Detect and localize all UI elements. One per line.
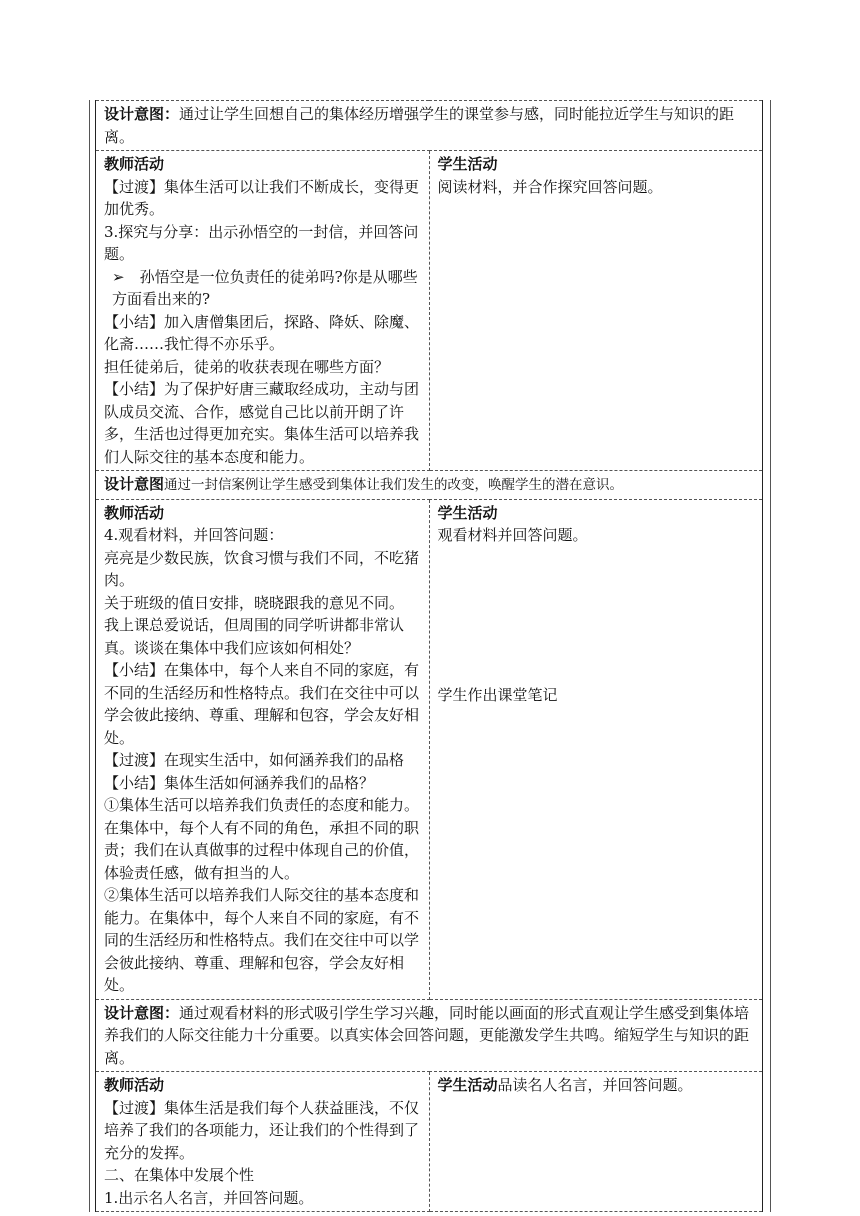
teacher-line: 1.出示名人名言，并回答问题。 bbox=[104, 1188, 314, 1207]
teacher-activity-header: 教师活动 bbox=[104, 503, 165, 522]
teacher-line: 4.观看材料，并回答问题： bbox=[104, 526, 284, 544]
activity-row-1 bbox=[96, 151, 763, 471]
teacher-line: 【过渡】集体生活是我们每个人获益匪浅，不仅培养了我们的各项能力，还让我们的个性得到了充分的发挥。 bbox=[104, 1098, 420, 1162]
teacher-line: ②集体生活可以培养我们人际交往的基本态度和能力。在集体中，每个人来自不同的家庭，有不同的生活经历和性格特点。我们在交往中可以学会彼此接纳、尊重、理解和包容，学会友好相处。 bbox=[104, 886, 420, 994]
lesson-plan-table bbox=[95, 100, 763, 1212]
teacher-line: 【小结】在集体中，每个人来自不同的家庭，有不同的生活经历和性格特点。我们在交往中可以学会彼此接纳、尊重、理解和包容，学会友好相处。 bbox=[104, 661, 420, 747]
spacer bbox=[438, 547, 755, 684]
student-activity-text: 品读名人名言，并回答问题。 bbox=[497, 1076, 693, 1094]
teacher-line: ①集体生活可以培养我们负责任的态度和能力。在集体中，每个人有不同的角色，承担不同的职责；我们在认真做事的过程中体现自己的价值，体验责任感，做有担当的人。 bbox=[104, 796, 420, 882]
student-activity-header: 学生活动 bbox=[437, 155, 498, 173]
design-intent-label: 设计意图： bbox=[104, 105, 180, 123]
student-activity-header: 学生活动 bbox=[437, 1076, 498, 1094]
teacher-line: 【小结】集体生活如何涵养我们的品格？ bbox=[104, 773, 375, 792]
design-intent-row-1 bbox=[96, 101, 763, 151]
teacher-line: 【过渡】在现实生活中，如何涵养我们的品格 bbox=[104, 751, 405, 769]
teacher-line: 【过渡】集体生活可以让我们不断成长，变得更加优秀。 bbox=[104, 177, 420, 218]
teacher-line: 3.探究与分享：出示孙悟空的一封信，并回答问题。 bbox=[104, 222, 419, 263]
design-intent-text: 通过观看材料的形式吸引学生学习兴趣，同时能以画面的形式直观让学生感受到集体培养我们的人际交往能力十分重要。以真实体会回答问题，更能激发学生共鸣。缩短学生与知识的距离。 bbox=[104, 1003, 750, 1067]
teacher-activity-cell bbox=[96, 499, 430, 999]
design-intent-cell bbox=[96, 471, 763, 500]
student-activity-cell bbox=[429, 1072, 763, 1212]
design-intent-text: 通过一封信案例让学生感受到集体让我们发生的改变，唤醒学生的潜在意识。 bbox=[164, 477, 624, 493]
design-intent-cell bbox=[96, 101, 763, 151]
student-activity-cell bbox=[429, 499, 763, 999]
teacher-line: 担任徒弟后，徒弟的收获表现在哪些方面？ bbox=[104, 357, 390, 376]
student-activity-text: 学生作出课堂笔记 bbox=[437, 685, 558, 704]
design-intent-label: 设计意图： bbox=[104, 1003, 180, 1022]
activity-row-2 bbox=[96, 499, 763, 999]
page-border-left bbox=[89, 100, 90, 1212]
page-border-right bbox=[770, 100, 771, 1212]
teacher-line: 二、在集体中发展个性 bbox=[104, 1166, 255, 1184]
activity-row-3 bbox=[96, 1072, 763, 1212]
student-activity-header: 学生活动 bbox=[437, 503, 498, 522]
design-intent-cell bbox=[96, 999, 763, 1072]
design-intent-label: 设计意图 bbox=[104, 475, 165, 493]
design-intent-row-3 bbox=[96, 999, 763, 1072]
teacher-line: 我上课总爱说话，但周围的同学听讲都非常认真。谈谈在集体中我们应该如何相处？ bbox=[104, 616, 405, 657]
student-activity-text: 观看材料并回答问题。 bbox=[437, 526, 588, 544]
teacher-activity-cell bbox=[96, 151, 430, 471]
teacher-line: 亮亮是少数民族，饮食习惯与我们不同，不吃猪肉。 bbox=[104, 548, 420, 589]
design-intent-row-2 bbox=[96, 471, 763, 500]
teacher-activity-cell bbox=[96, 1072, 430, 1212]
teacher-line: 【小结】为了保护好唐三藏取经成功，主动与团队成员交流、合作，感觉自己比以前开朗了许多，生活也过得更加充实。集体生活可以培养我们人际交往的基本态度和能力。 bbox=[104, 380, 420, 466]
student-activity-text: 阅读材料，并合作探究回答问题。 bbox=[437, 177, 663, 196]
teacher-line: ➢ 孙悟空是一位负责任的徒弟吗?你是从哪些方面看出来的? bbox=[112, 267, 418, 308]
teacher-line: 【小结】加入唐僧集团后，探路、降妖、除魔、化斋……我忙得不亦乐乎。 bbox=[104, 312, 420, 353]
design-intent-text: 通过让学生回想自己的集体经历增强学生的课堂参与感，同时能拉近学生与知识的距离。 bbox=[104, 105, 735, 146]
teacher-activity-header: 教师活动 bbox=[104, 155, 165, 173]
student-activity-cell bbox=[429, 151, 763, 471]
teacher-activity-header: 教师活动 bbox=[104, 1076, 165, 1094]
teacher-line: 关于班级的值日安排，晓晓跟我的意见不同。 bbox=[104, 593, 405, 612]
